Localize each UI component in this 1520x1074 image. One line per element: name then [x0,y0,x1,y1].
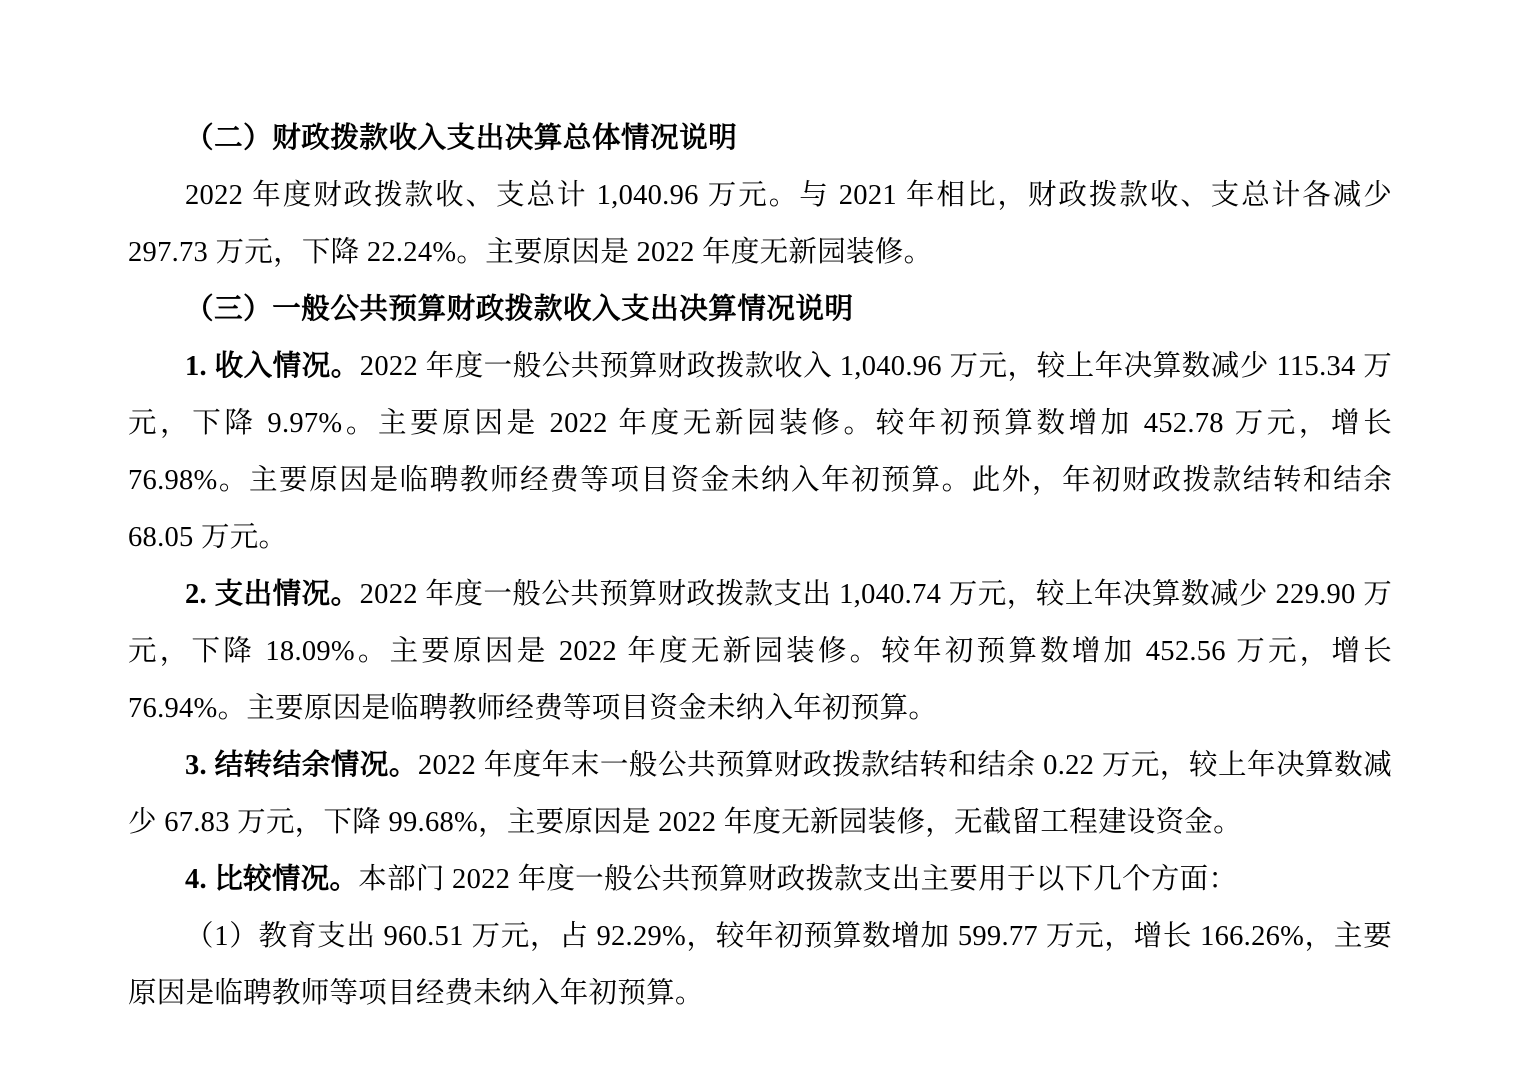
expenditure-paragraph-label: 2. 支出情况。 [185,579,360,610]
income-paragraph [128,338,1392,566]
carryover-paragraph-label: 3. 结转结余情况。 [185,750,418,781]
carryover-paragraph [128,737,1392,851]
expenditure-paragraph [128,566,1392,737]
section-2-overview-paragraph: 2022 年度财政拨款收、支总计 1,040.96 万元。与 2021 年相比，财政拨款收、支总计各减少 297.73 万元，下降 22.24%。主要原因是 2022 年度无新园装修。 [128,180,1392,268]
education-expense-item-paragraph: （1）教育支出 960.51 万元，占 92.29%，较年初预算数增加 599.77 万元，增长 166.26%，主要原因是临聘教师等项目经费未纳入年初预算。 [128,921,1392,1009]
section-3-heading: （三）一般公共预算财政拨款收入支出决算情况说明 [185,294,854,325]
section-2-heading: （二）财政拨款收入支出决算总体情况说明 [185,123,738,154]
income-paragraph-text: 2022 年度一般公共预算财政拨款收入 1,040.96 万元，较上年决算数减少 115.34 万元，下降 9.97%。主要原因是 2022 年度无新园装修。较年初预算数增加 452.78 万元，增长 76.98%。主要原因是临聘教师经费等项目资金未纳入年初预算。此外，年初财政拨款结转和结余 68.05 万元。 [128,351,1392,553]
carryover-paragraph-text: 2022 年度年末一般公共预算财政拨款结转和结余 0.22 万元，较上年决算数减少 67.83 万元，下降 99.68%，主要原因是 2022 年度无新园装修，无截留工程建设资金。 [128,750,1392,838]
comparison-paragraph-label: 4. 比较情况。 [185,864,359,895]
comparison-paragraph [128,851,1392,908]
expenditure-paragraph-text: 2022 年度一般公共预算财政拨款支出 1,040.74 万元，较上年决算数减少 229.90 万元，下降 18.09%。主要原因是 2022 年度无新园装修。较年初预算数增加 452.56 万元，增长 76.94%。主要原因是临聘教师经费等项目资金未纳入年初预算。 [128,579,1393,724]
income-paragraph-label: 1. 收入情况。 [185,351,360,382]
comparison-paragraph-text: 本部门 2022 年度一般公共预算财政拨款支出主要用于以下几个方面： [358,864,1238,895]
